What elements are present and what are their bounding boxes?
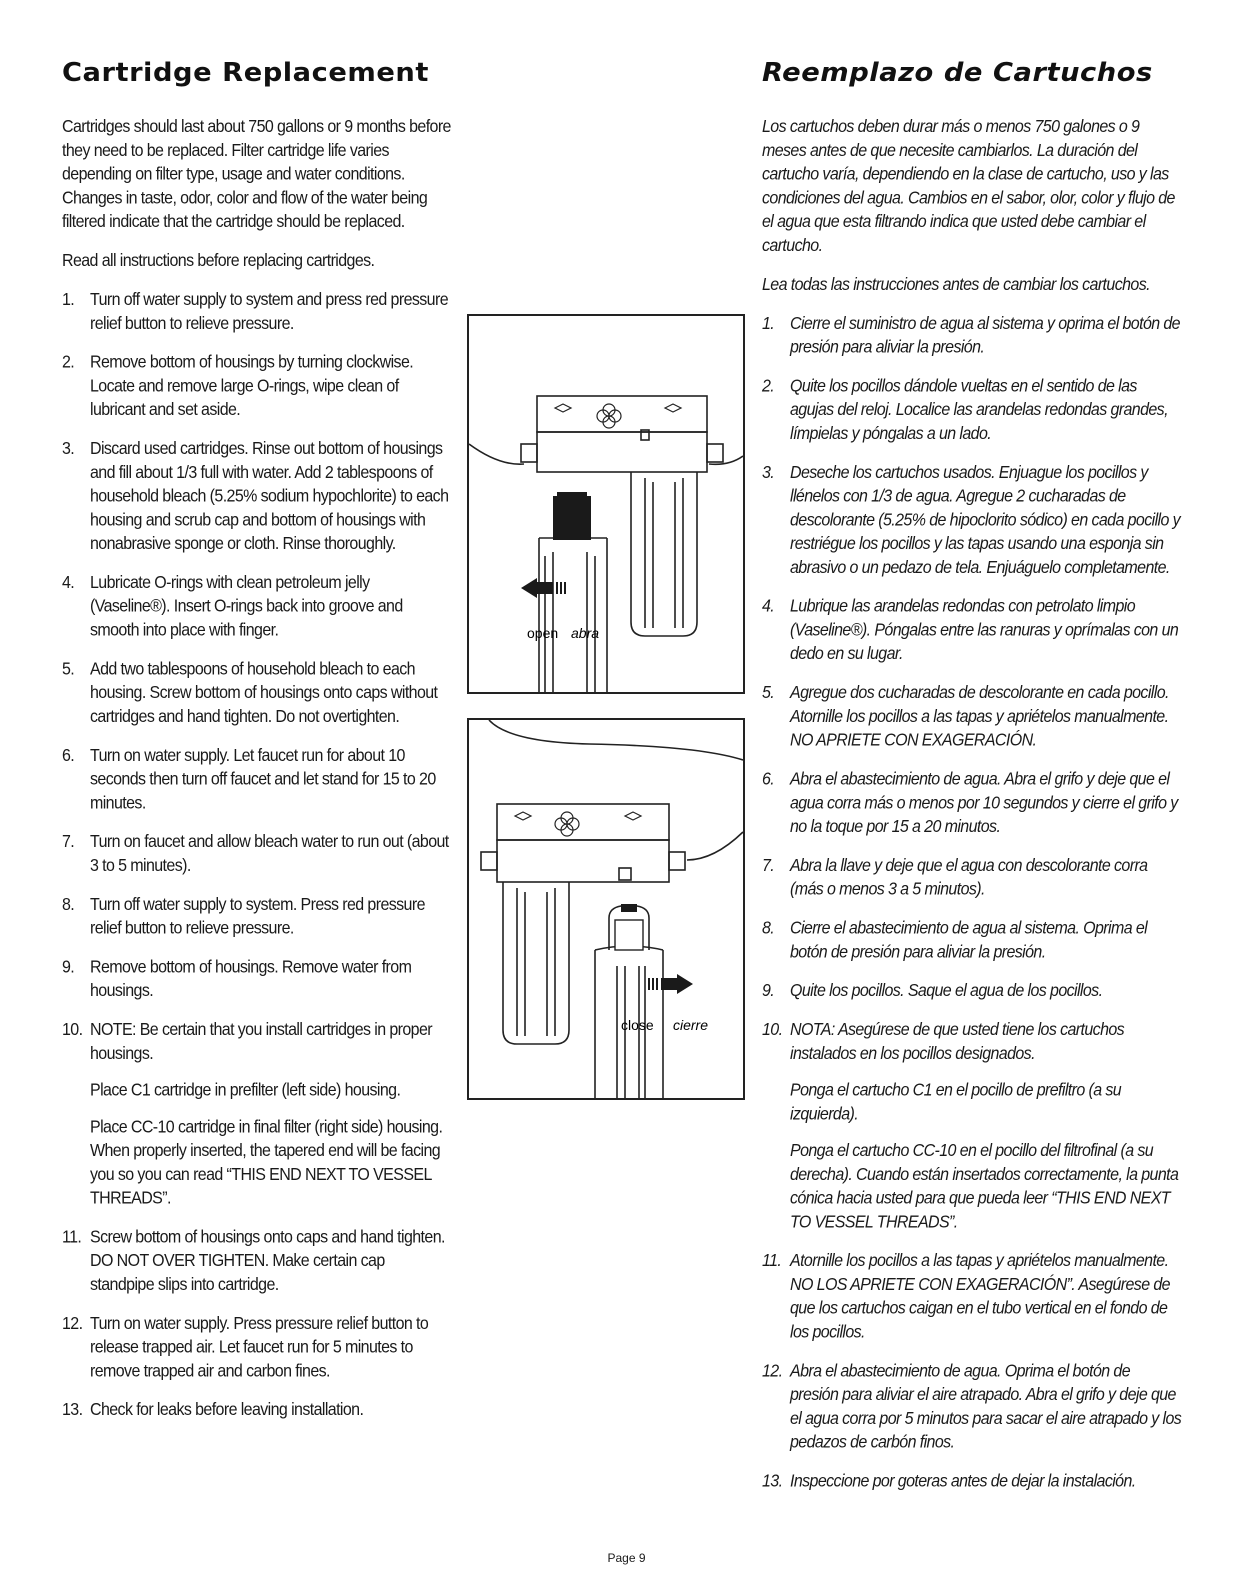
step-text: Remove bottom of housings by turning clockwise. Locate and remove large O-rings, wipe clean of lubricant and set aside. [90,353,414,420]
spanish-step-4 [762,596,1182,667]
open-label: open [527,625,559,641]
step-number: 6. [62,746,75,766]
step-number: 12. [62,1314,83,1334]
step-text: Add two tablespoons of household bleach to each housing. Screw bottom of housings onto caps without cartridges and hand tighten. Do not overtighten. [90,660,438,727]
spanish-step-9 [762,980,1182,1004]
step-text: NOTA: Asegúrese de que usted tiene los cartuchos instalados en los pocillos designados. [790,1021,1125,1064]
step-number: 1. [762,314,775,334]
step-text: Turn on water supply. Let faucet run for about 10 seconds then turn off faucet and let stand for 15 to 20 minutes. [90,746,436,813]
spanish-step-10 [762,1019,1182,1235]
step-number: 9. [762,982,775,1001]
page-number: Page 9 [607,1551,646,1565]
step-text: Quite los pocillos. Saque el agua de los pocillos. [790,982,1103,1001]
english-step-13 [62,1399,452,1423]
english-column [62,50,452,1420]
filter-system-open-drawing [469,316,743,692]
step-text: Turn on faucet and allow bleach water to run out (about 3 to 5 minutes). [90,833,449,876]
step-text: Lubrique las arandelas redondas con petrolato limpio (Vaseline®). Póngalas entre las ranuras y oprímalas con un dedo en su lugar. [790,597,1179,664]
step-number: 10. [62,1021,83,1040]
step-text: Check for leaks before leaving installation. [90,1401,364,1420]
english-step-12 [62,1313,452,1384]
step-number: 2. [762,377,775,396]
step-text: Inspeccione por goteras antes de dejar la instalación. [790,1472,1136,1491]
spanish-steps [762,313,1182,1495]
step-number: 2. [62,353,75,372]
step-text: Discard used cartridges. Rinse out bottom of housings and fill about 1/3 full with water. Add 2 tablespoons of household bleach (5.25% sodium hypochlorite) to each housing and scrub cap and bottom of housings with nonabrasive sponge or cloth. Rinse thoroughly. [90,440,449,554]
spanish-body [762,116,1182,1494]
open-arrow-icon [521,578,565,598]
step-number: 13. [62,1401,83,1420]
step-text: Abra el abastecimiento de agua. Abra el grifo y deje que el agua corra más o menos por 10 segundos y cierre el grifo y no la toque por 15 a 20 minutos. [790,770,1178,837]
step-text: Atornille los pocillos a las tapas y apriételos manualmente. NO LOS APRIETE CON EXAGERACIÓN”. Asegúrese de que los cartuchos caigan en el tubo vertical en el fondo de los pocillos. [790,1252,1170,1342]
english-intro: Cartridges should last about 750 gallons or 9 months before they need to be replaced. Filter cartridge life varies depending on filter type, usage and water conditions. Changes in taste, odor, color and flow of the water being filtered indicate that the cartridge should be replaced. [62,118,451,232]
english-step-10 [62,1019,452,1211]
spanish-step-11 [762,1250,1182,1345]
step-number: 7. [62,833,75,852]
english-steps [62,289,452,1423]
step-number: 4. [62,573,75,593]
step-text: Remove bottom of housings. Remove water from housings. [90,958,412,1001]
step-number: 11. [762,1252,782,1271]
close-housing-illustration [467,718,745,1100]
step-text: NOTE: Be certain that you install cartridges in proper housings. [90,1021,432,1064]
step-text: Abra el abastecimiento de agua. Oprima el botón de presión para aliviar el aire atrapado. Abra el grifo y deje que el agua corra por 5 minutos para sacar el aire atrapado y los pedazos de carbón finos. [790,1362,1182,1452]
spanish-step-6 [762,768,1182,839]
step-subtext: Place CC-10 cartridge in final filter (right side) housing. When properly inserted, the tapered end will be facing you so you can read “THIS END NEXT TO VESSEL THREADS”. [90,1118,443,1208]
step-text: Deseche los cartuchos usados. Enjuague los pocillos y llénelos con 1/3 de agua. Agregue 2 cucharadas de descolorante (5.25% de hipoclorito sódico) en cada pocillo y restriégue los pocillos y las tapas usando una esponja sin abrasivo o un pedazo de tela. Enjuáguelo completamente. [790,463,1181,578]
english-step-9 [62,956,452,1004]
english-step-7 [62,831,452,879]
step-number: 10. [762,1021,783,1040]
spanish-step-7 [762,855,1182,903]
spanish-step-1 [762,313,1182,361]
english-step-5 [62,658,452,729]
step-text: Agregue dos cucharadas de descolorante en cada pocillo. Atornille los pocillos a las tapas y apriételos manualmente. NO APRIETE CON EXAGERACIÓN. [790,684,1169,750]
step-number: 7. [762,856,775,876]
english-step-8 [62,894,452,942]
english-step-1 [62,289,452,337]
step-number: 12. [762,1362,783,1381]
step-subtext: Ponga el cartucho C1 en el pocillo de prefiltro (a su izquierda). [790,1081,1122,1124]
step-text: Turn off water supply to system and press red pressure relief button to relieve pressure. [90,290,448,334]
step-number: 1. [62,290,75,310]
filter-system-close-drawing [469,720,743,1098]
step-subtext: Place C1 cartridge in prefilter (left side) housing. [90,1081,401,1100]
step-text: Quite los pocillos dándole vueltas en el sentido de las agujas del reloj. Localice las arandelas redondas grandes, límpielas y póngalas a un lado. [790,377,1168,444]
step-number: 4. [762,597,775,617]
step-text: Lubricate O-rings with clean petroleum jelly (Vaseline®). Insert O-rings back into groove and smooth into place with finger. [90,573,403,640]
step-text: Cierre el abastecimiento de agua al sistema. Oprima el botón de presión para aliviar la presión. [790,919,1148,962]
spanish-heading: Reemplazo de Cartuchos [762,58,1153,88]
english-step-4 [62,572,452,643]
step-number: 8. [62,895,75,915]
spanish-step-8 [762,917,1182,965]
spanish-step-5 [762,682,1182,753]
step-number: 8. [762,919,775,938]
english-step-11 [62,1226,452,1297]
spanish-step-3 [762,462,1182,581]
english-body [62,116,452,1423]
step-number: 13. [762,1472,783,1491]
step-text: Cierre el suministro de agua al sistema y oprima el botón de presión para aliviar la presión. [790,314,1180,357]
spanish-step-2 [762,375,1182,446]
english-step-6 [62,745,452,816]
english-step-2 [62,351,452,422]
step-text: Turn on water supply. Press pressure relief button to release trapped air. Let faucet run for 5 minutes to remove trapped air and carbon fines. [90,1314,429,1381]
spanish-step-12 [762,1360,1182,1455]
step-text: Screw bottom of housings onto caps and hand tighten. DO NOT OVER TIGHTEN. Make certain cap standpipe slips into cartridge. [90,1228,445,1295]
step-number: 3. [62,440,75,459]
open-label-es: abra [571,625,600,641]
step-number: 5. [62,660,75,679]
step-number: 11. [62,1228,82,1247]
close-arrow-icon [649,974,693,994]
english-step-3 [62,438,452,557]
open-housing-illustration [467,314,745,694]
english-heading: Cartridge Replacement [62,58,429,88]
step-text: Turn off water supply to system. Press red pressure relief button to relieve pressure. [90,895,425,938]
step-number: 9. [62,958,75,977]
spanish-intro: Los cartuchos deben durar más o menos 750 galones o 9 meses antes de que necesite cambiarlos. La duración del cartucho varía, dependiendo en la clase de cartucho, uso y las condiciones del agua. Cambios en el sabor, olor, color y flujo de el agua que esta filtrando indica que usted debe cambiar el cartucho. [762,118,1175,256]
spanish-step-13 [762,1470,1182,1494]
step-number: 3. [762,463,775,483]
spanish-column [762,50,1182,1491]
step-number: 5. [762,684,775,703]
step-subtext: Ponga el cartucho CC-10 en el pocillo del filtrofinal (a su derecha). Cuando están insertados correctamente, la punta cónica hacia usted para que pueda leer “THIS END NEXT TO VESSEL THREADS”. [790,1142,1179,1232]
step-number: 6. [762,770,775,789]
spanish-read-all: Lea todas las instrucciones antes de cambiar los cartuchos. [762,275,1150,295]
close-label-es: cierre [673,1017,709,1033]
step-text: Abra la llave y deje que el agua con descolorante corra (más o menos 3 a 5 minutos). [790,856,1148,900]
english-read-all: Read all instructions before replacing cartridges. [62,252,375,271]
close-label: close [621,1017,654,1033]
